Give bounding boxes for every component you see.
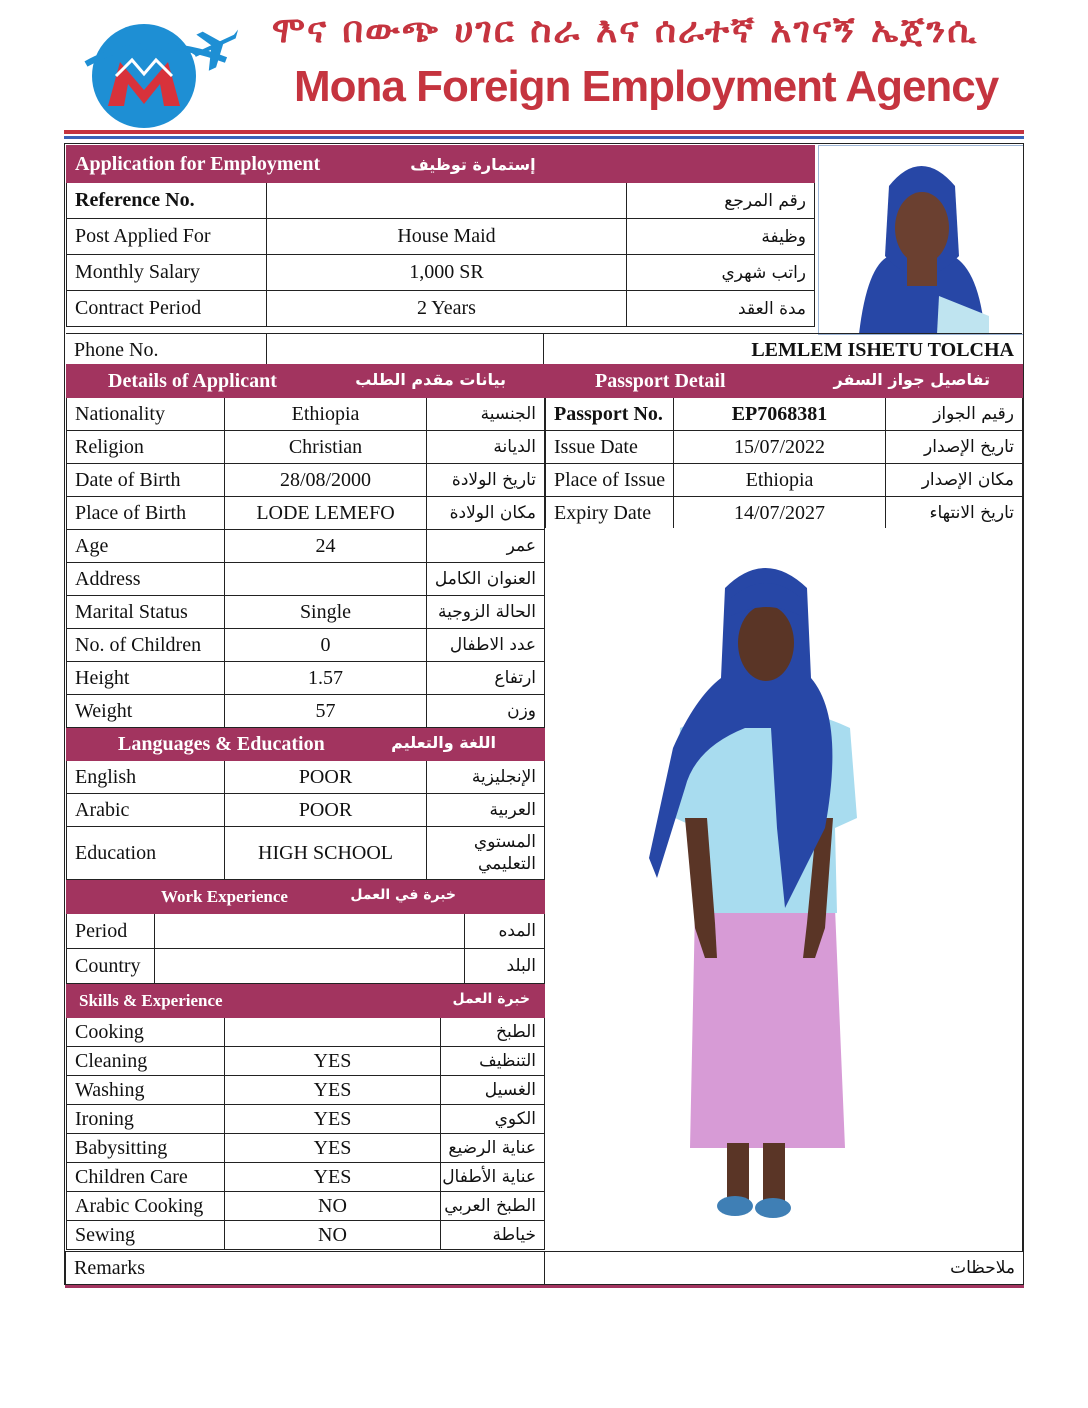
agency-name-english: Mona Foreign Employment Agency [294, 62, 999, 111]
details-header-cell [67, 365, 545, 398]
passport-title-ar: تفاصيل جواز السفر [833, 369, 990, 389]
detail-row-label: Nationality [67, 398, 225, 431]
work-row-label-ar: البلد [465, 949, 545, 984]
phone-row [66, 334, 1022, 367]
detail-row-label-ar: عدد الاطفال [427, 629, 545, 662]
work-row-label: Country [67, 949, 155, 984]
passport-row-label: Passport No. [546, 398, 674, 431]
languages-header-cell [67, 728, 545, 761]
skills-body [67, 1018, 545, 1250]
detail-row-label: Address [67, 563, 225, 596]
skill-row [67, 1076, 545, 1105]
language-row-label-ar: الإنجليزية [427, 761, 545, 794]
phone-label: Phone No. [66, 334, 266, 367]
passport-header-cell [546, 365, 1023, 398]
skill-row-label: Babysitting [67, 1134, 225, 1163]
passport-row-value: EP7068381 [674, 398, 886, 431]
detail-row [67, 596, 545, 629]
detail-row [67, 662, 545, 695]
skill-row-label: Cleaning [67, 1047, 225, 1076]
header-divider-blue [64, 136, 1024, 139]
passport-table [545, 364, 1023, 530]
detail-row-label: Weight [67, 695, 225, 728]
application-row [67, 219, 815, 255]
passport-row-label: Place of Issue [546, 464, 674, 497]
detail-row-value: 1.57 [225, 662, 427, 695]
detail-row-value: Christian [225, 431, 427, 464]
detail-row [67, 497, 545, 530]
passport-body [546, 398, 1023, 530]
passport-title: Passport Detail [595, 369, 726, 392]
head-photo-frame [818, 145, 1024, 335]
languages-body [67, 761, 545, 880]
language-row-label: Education [67, 827, 225, 880]
languages-title: Languages & Education [118, 732, 325, 755]
skill-row-label: Cooking [67, 1018, 225, 1047]
salary-label: Monthly Salary [67, 255, 267, 291]
work-row-label: Period [67, 914, 155, 949]
language-row-label-ar: المستوي التعليمي [427, 827, 545, 880]
remarks-label-ar: ملاحظات [545, 1252, 1024, 1287]
skill-row-value: NO [225, 1221, 441, 1250]
application-row [67, 255, 815, 291]
remarks-label: Remarks [66, 1252, 545, 1287]
application-header-end [627, 146, 815, 183]
agency-name-amharic: ሞና በውጭ ሀገር ስራ እና ሰራተኛ አገናኝ ኤጀንሲ [272, 10, 979, 51]
application-row [67, 291, 815, 327]
application-title-cell [67, 146, 627, 183]
skill-row-label-ar: عناية الأطفال [441, 1163, 545, 1192]
work-header-row [67, 881, 545, 914]
detail-row [67, 563, 545, 596]
detail-row [67, 464, 545, 497]
skill-row [67, 1047, 545, 1076]
head-photo [819, 146, 1023, 334]
skill-row [67, 1221, 545, 1250]
globe-airplane-logo-icon [76, 20, 256, 128]
skill-row-label: Children Care [67, 1163, 225, 1192]
skill-row [67, 1192, 545, 1221]
detail-row-label: Height [67, 662, 225, 695]
remarks-row [66, 1252, 1024, 1287]
contract-label-ar: مدة العقد [627, 291, 815, 327]
detail-row-value: 0 [225, 629, 427, 662]
passport-row [546, 497, 1023, 530]
passport-row-label-ar: مكان الإصدار [886, 464, 1023, 497]
language-row-value: POOR [225, 794, 427, 827]
phone-name-table [66, 333, 1022, 367]
skills-title: Skills & Experience [79, 991, 223, 1010]
skill-row [67, 1163, 545, 1192]
detail-row-label: Place of Birth [67, 497, 225, 530]
details-header-row [67, 365, 545, 398]
application-header-row [67, 146, 815, 183]
detail-row-label: Age [67, 530, 225, 563]
language-row [67, 761, 545, 794]
detail-row-label-ar: مكان الولادة [427, 497, 545, 530]
salary-label-ar: راتب شهري [627, 255, 815, 291]
reference-label-ar: رقم المرجع [627, 183, 815, 219]
work-row [67, 949, 545, 984]
languages-header-row [67, 728, 545, 761]
agency-logo [76, 20, 256, 128]
skill-row-value: YES [225, 1076, 441, 1105]
detail-row-label-ar: ارتفاع [427, 662, 545, 695]
passport-row [546, 431, 1023, 464]
skill-row [67, 1018, 545, 1047]
passport-row [546, 464, 1023, 497]
phone-value [266, 334, 543, 367]
skills-header-cell [67, 985, 545, 1018]
detail-row-label: Date of Birth [67, 464, 225, 497]
skill-row-value [225, 1018, 441, 1047]
detail-row-label: No. of Children [67, 629, 225, 662]
work-table [66, 880, 545, 984]
post-value: House Maid [267, 219, 627, 255]
details-table [66, 364, 545, 880]
skill-row-value: YES [225, 1163, 441, 1192]
work-title-ar: خبرة في العمل [350, 887, 457, 903]
skill-row-label-ar: خياطة [441, 1221, 545, 1250]
detail-row-label-ar: الجنسية [427, 398, 545, 431]
details-body [67, 398, 545, 728]
skill-row-label: Ironing [67, 1105, 225, 1134]
passport-row-value: 15/07/2022 [674, 431, 886, 464]
detail-row [67, 695, 545, 728]
work-body [67, 914, 545, 984]
skill-row-value: YES [225, 1105, 441, 1134]
post-label: Post Applied For [67, 219, 267, 255]
languages-title-ar: اللغة والتعليم [391, 732, 497, 752]
detail-row-value: 24 [225, 530, 427, 563]
application-row [67, 183, 815, 219]
remarks-table [65, 1251, 1024, 1288]
language-row-value: HIGH SCHOOL [225, 827, 427, 880]
work-title: Work Experience [160, 887, 288, 906]
passport-header-row [546, 365, 1023, 398]
applicant-name: LEMLEM ISHETU TOLCHA [543, 334, 1022, 367]
passport-row-label-ar: تاريخ الإصدار [886, 431, 1023, 464]
language-row [67, 794, 545, 827]
passport-row-label-ar: تاريخ الانتهاء [886, 497, 1023, 530]
language-row-label: Arabic [67, 794, 225, 827]
detail-row-label: Marital Status [67, 596, 225, 629]
detail-row-label-ar: العنوان الكامل [427, 563, 545, 596]
skill-row [67, 1134, 545, 1163]
skill-row-value: YES [225, 1047, 441, 1076]
work-row-value [155, 949, 465, 984]
passport-row-label-ar: رقيم الجواز [886, 398, 1023, 431]
detail-row-label-ar: الديانة [427, 431, 545, 464]
detail-row-value: LODE LEMEFO [225, 497, 427, 530]
skills-header-row [67, 985, 545, 1018]
detail-row-value [225, 563, 427, 596]
salary-value: 1,000 SR [267, 255, 627, 291]
header-divider-red [64, 130, 1024, 134]
detail-row-value: 57 [225, 695, 427, 728]
skill-row-label-ar: الغسيل [441, 1076, 545, 1105]
skill-row-label-ar: الكوي [441, 1105, 545, 1134]
detail-row-value: Single [225, 596, 427, 629]
contract-label: Contract Period [67, 291, 267, 327]
detail-row-label-ar: تاريخ الولادة [427, 464, 545, 497]
skill-row [67, 1105, 545, 1134]
skill-row-label-ar: الطبخ العربي [441, 1192, 545, 1221]
details-title-ar: بيانات مقدم الطلب [355, 369, 507, 389]
language-row [67, 827, 545, 880]
passport-row-value: 14/07/2027 [674, 497, 886, 530]
post-label-ar: وظيفة [627, 219, 815, 255]
skills-table [66, 984, 545, 1250]
language-row-value: POOR [225, 761, 427, 794]
application-table [66, 145, 815, 327]
full-photo-frame [545, 528, 1023, 1251]
detail-row [67, 431, 545, 464]
detail-row [67, 398, 545, 431]
passport-row-label: Issue Date [546, 431, 674, 464]
contract-value: 2 Years [267, 291, 627, 327]
passport-row-value: Ethiopia [674, 464, 886, 497]
detail-row-label-ar: الحالة الزوجية [427, 596, 545, 629]
skill-row-label-ar: عناية الرضيع [441, 1134, 545, 1163]
skill-row-label-ar: التنظيف [441, 1047, 545, 1076]
work-row-label-ar: المده [465, 914, 545, 949]
skills-title-ar: خبرة العمل [452, 991, 530, 1007]
detail-row-label: Religion [67, 431, 225, 464]
application-title: Application for Employment [75, 152, 321, 175]
details-title: Details of Applicant [108, 369, 277, 392]
skill-row-label: Arabic Cooking [67, 1192, 225, 1221]
detail-row [67, 629, 545, 662]
skill-row-value: NO [225, 1192, 441, 1221]
skill-row-value: YES [225, 1134, 441, 1163]
language-row-label: English [67, 761, 225, 794]
detail-row-label-ar: عمر [427, 530, 545, 563]
detail-row-label-ar: وزن [427, 695, 545, 728]
language-row-label-ar: العربية [427, 794, 545, 827]
work-row-value [155, 914, 465, 949]
passport-row [546, 398, 1023, 431]
detail-row-value: 28/08/2000 [225, 464, 427, 497]
reference-value [267, 183, 627, 219]
application-title-ar: إستمارة توظيف [410, 154, 536, 174]
full-body-photo [545, 528, 1022, 1251]
skill-row-label: Sewing [67, 1221, 225, 1250]
reference-label: Reference No. [67, 183, 267, 219]
skill-row-label: Washing [67, 1076, 225, 1105]
work-row [67, 914, 545, 949]
detail-row-value: Ethiopia [225, 398, 427, 431]
skill-row-label-ar: الطبخ [441, 1018, 545, 1047]
detail-row [67, 530, 545, 563]
passport-row-label: Expiry Date [546, 497, 674, 530]
work-header-cell [67, 881, 545, 914]
